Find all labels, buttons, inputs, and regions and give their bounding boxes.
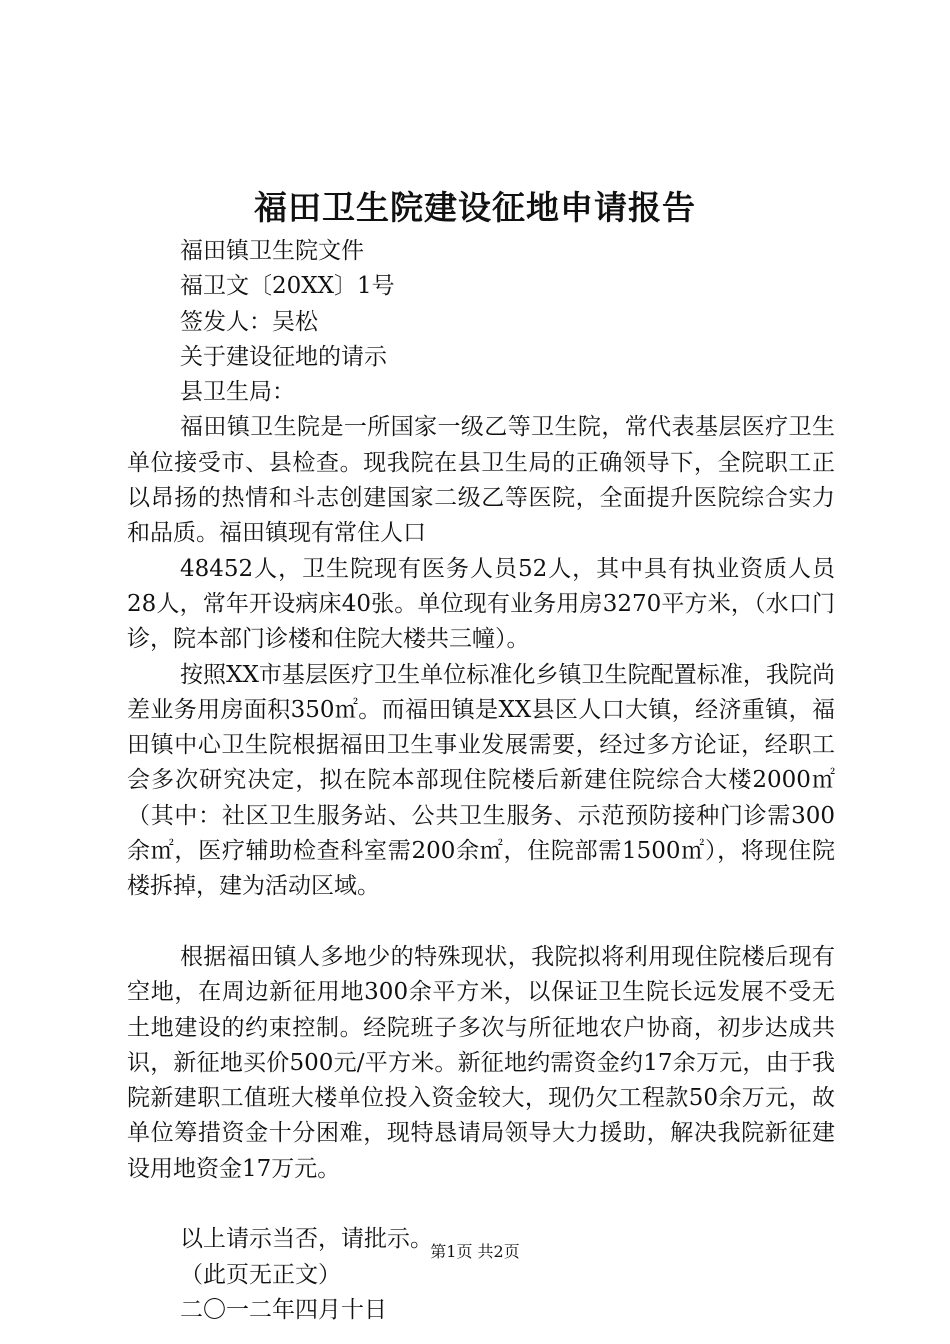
paragraph-gap [127, 905, 835, 940]
document-title: 福田卫生院建设征地申请报告 [254, 188, 696, 227]
header-line-issuer: 福田镇卫生院文件 [180, 238, 364, 264]
header-line-doc-number: 福卫文〔20XX〕1号 [180, 273, 395, 300]
paragraph-gap [127, 1187, 835, 1222]
closing-request: 以上请示当否，请批示。 [180, 1226, 433, 1253]
body-paragraph: 48452人，卫生院现有医务人员52人，其中具有执业资质人员28人，常年开设病床40张。单位现有业务用房3270平方米，（水口门诊，院本部门诊楼和住院大楼共三幢）。 [127, 555, 835, 653]
closing-date: 二〇一二年四月十日 [180, 1296, 387, 1323]
body-paragraph: 根据福田镇人多地少的特殊现状，我院拟将利用现住院楼后现有空地，在周边新征用地300余平方米，以保证卫生院长远发展不受无土地建设的约束控制。经院班子多次与所征地农户协商，初步达成共识，新征地买价500元/平方米。新征地约需资金约17余万元，由于我院新建职工值班大楼单位投入资金较大，现仍欠工程款50余万元，故单位筹措资金十分困难，现特恳请局领导大力援助，解决我院新征建设用地资金17万元。 [127, 943, 835, 1182]
document-body [127, 234, 835, 1328]
page-number-footer: 第1页 共2页 [430, 1242, 520, 1261]
header-line-signer: 签发人：吴松 [180, 308, 318, 335]
body-paragraph: 按照XX市基层医疗卫生单位标准化乡镇卫生院配置标准，我院尚差业务用房面积350㎡。而福田镇是XX县区人口大镇，经济重镇，福田镇中心卫生院根据福田卫生事业发展需要，经过多方论证，经职工会多次研究决定，拟在院本部现住院楼后新建住院综合大楼2000㎡（其中：社区卫生服务站、公共卫生服务、示范预防接种门诊需300余㎡，医疗辅助检查科室需200余㎡，住院部需1500㎡），将现住院楼拆掉，建为活动区域。 [127, 661, 835, 900]
header-line-subject: 关于建设征地的请示 [180, 343, 387, 370]
body-paragraph: 福田镇卫生院是一所国家一级乙等卫生院，常代表基层医疗卫生单位接受市、县检查。现我院在县卫生局的正确领导下，全院职工正以昂扬的热情和斗志创建国家二级乙等医院，全面提升医院综合实力和品质。福田镇现有常住人口 [127, 414, 835, 547]
closing-note: （此页无正文） [180, 1261, 341, 1288]
header-line-recipient: 县卫生局： [180, 379, 295, 406]
